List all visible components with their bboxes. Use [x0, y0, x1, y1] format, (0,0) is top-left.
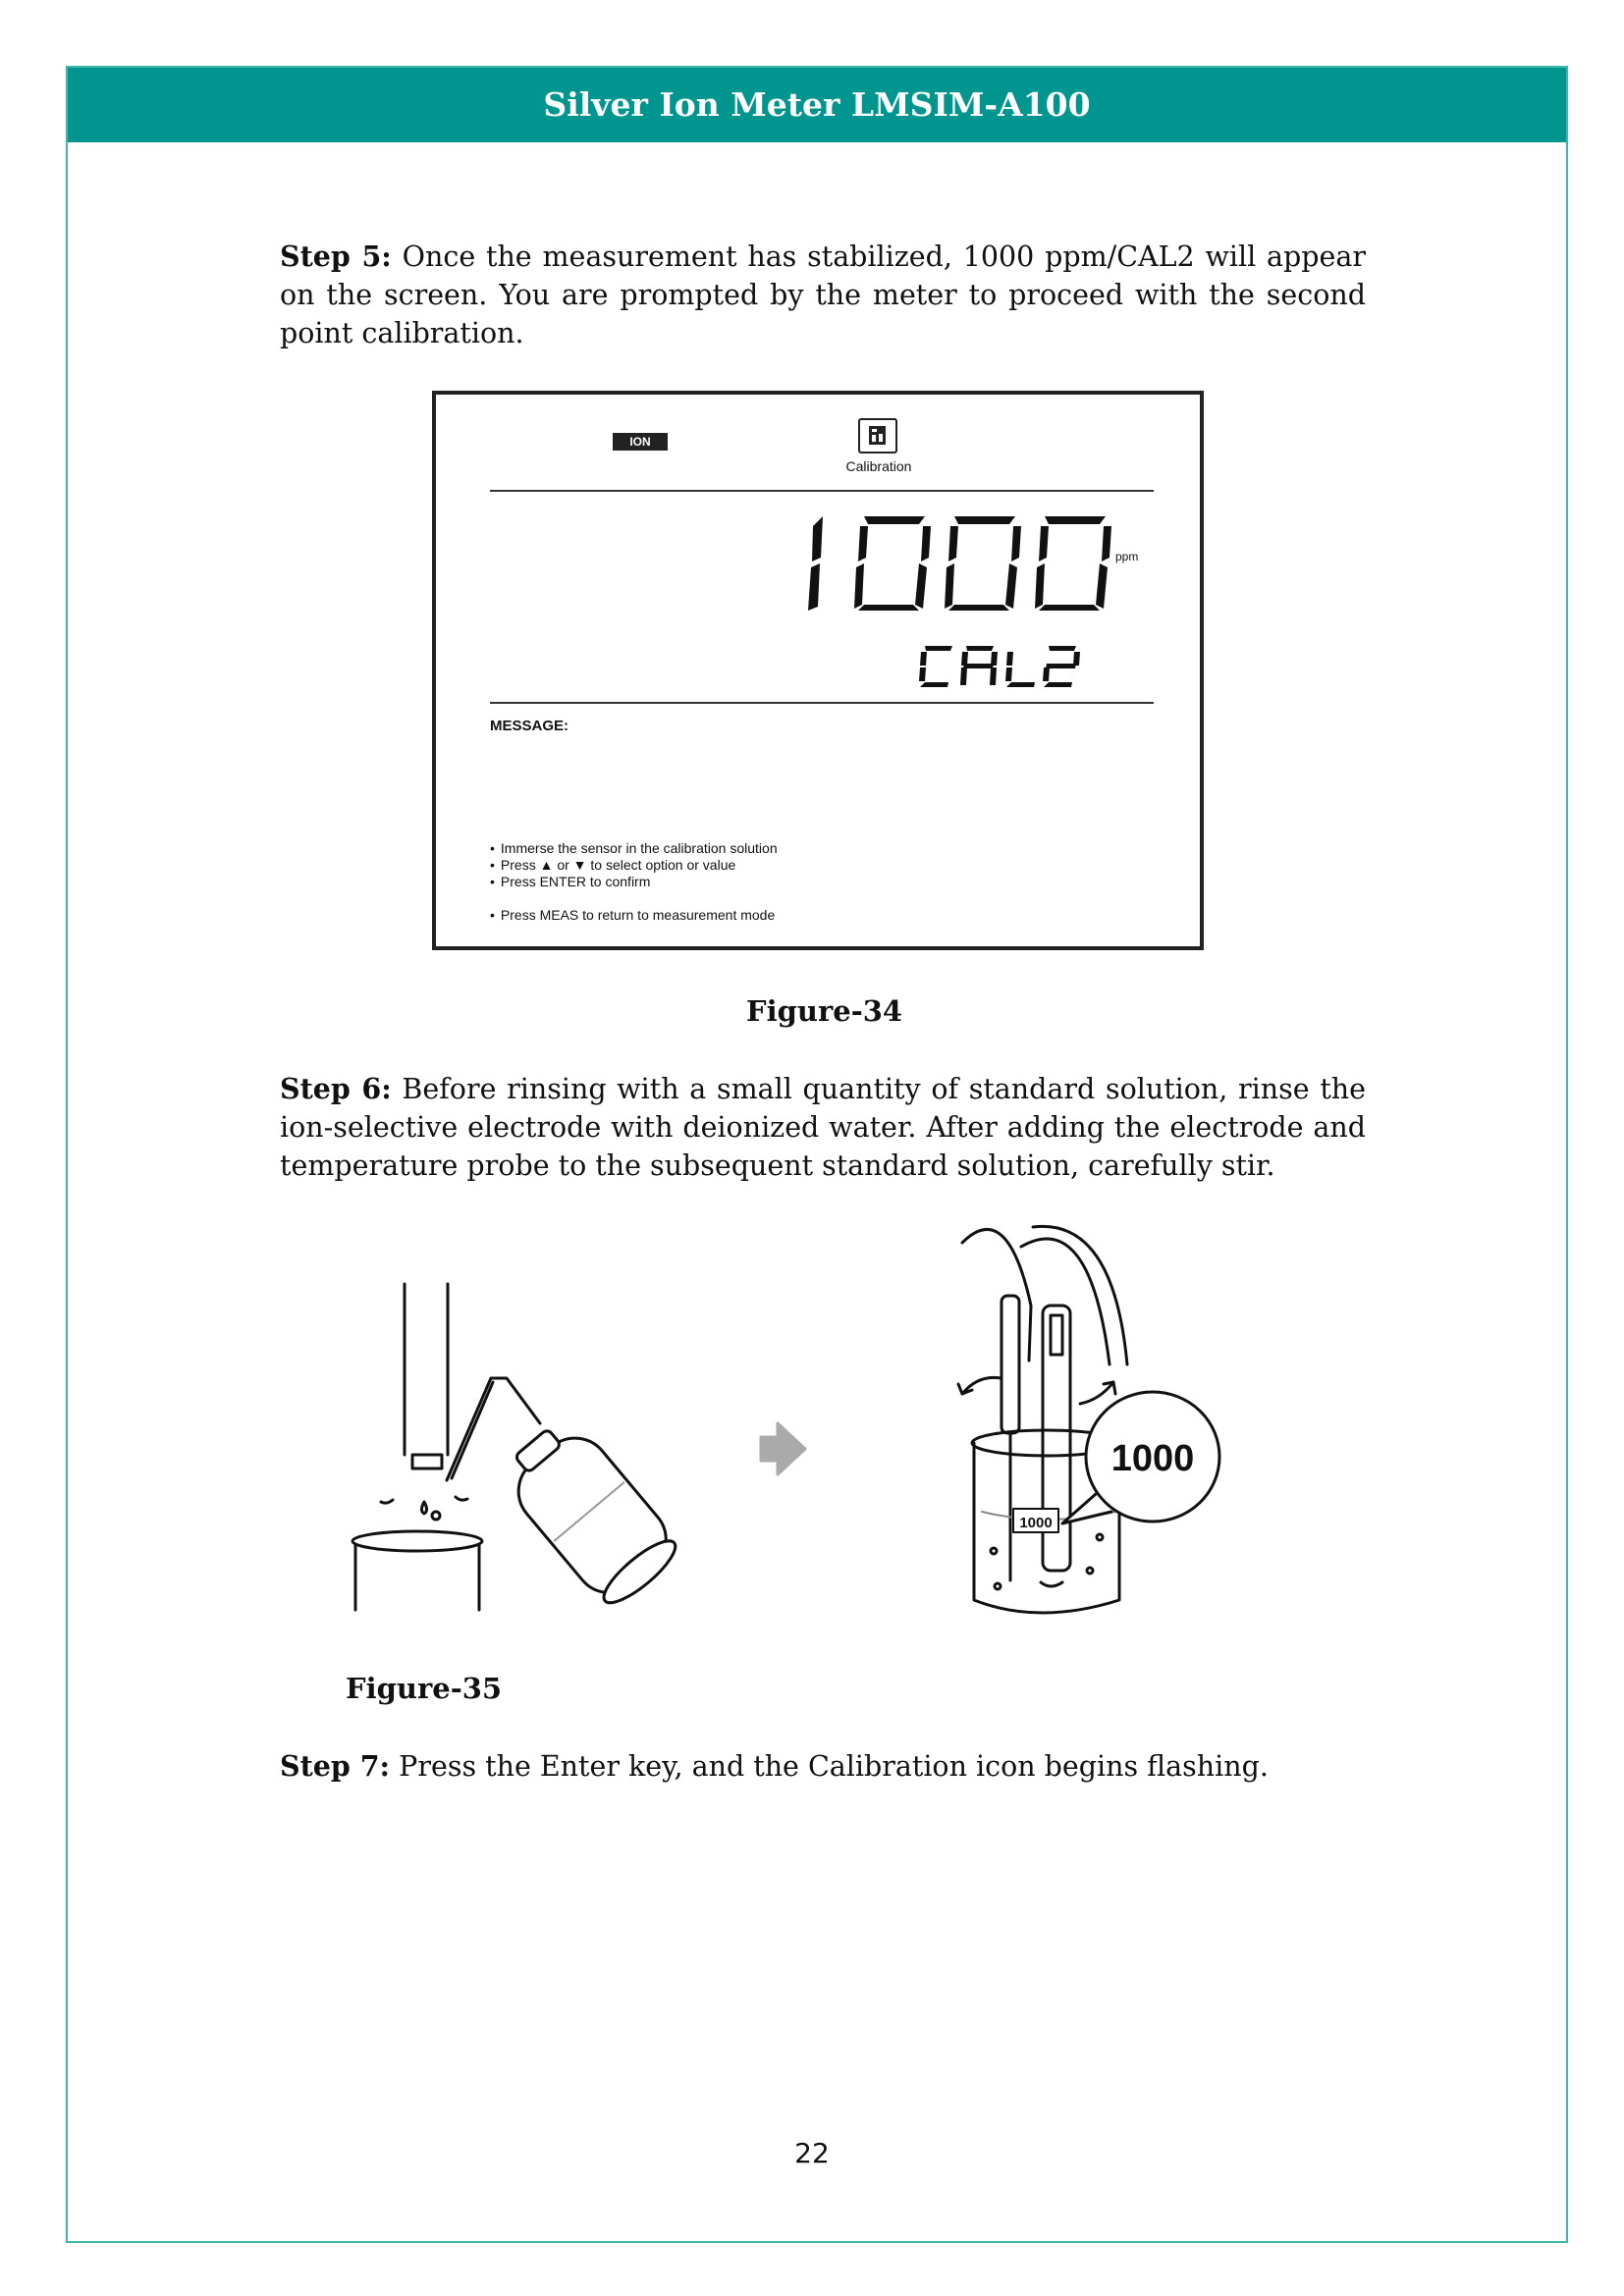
ion-mode-badge: ION — [613, 433, 668, 451]
step-5-paragraph — [280, 238, 1366, 352]
step-6-text: Before rinsing with a small quantity of standard solution, rinse the ion-selective electrode with deionized water. After adding the electrode and temperature probe to the subsequent standard solution, carefully stir. — [280, 1073, 1366, 1182]
figure-34-caption: Figure-34 — [746, 994, 903, 1028]
beaker-label-reading: 1000 — [1019, 1515, 1053, 1531]
lcd-display-figure — [432, 391, 1204, 950]
step-6-label: Step 6: — [280, 1072, 392, 1105]
temperature-probe — [1001, 1296, 1019, 1433]
step-5-text: Once the measurement has stabilized, 1000 ppm/CAL2 will appear on the screen. You are prompted by the meter to proceed with the second point calibration. — [280, 240, 1366, 349]
message-item: • Press MEAS to return to measurement mode — [490, 907, 775, 923]
arrow-right-icon — [761, 1423, 805, 1474]
step-7-label: Step 7: — [280, 1749, 391, 1783]
step-6-paragraph — [280, 1070, 1366, 1185]
calibration-label: Calibration — [845, 458, 912, 474]
lcd-divider-top — [490, 490, 1154, 492]
message-title: MESSAGE: — [490, 718, 569, 734]
step-7-paragraph — [280, 1747, 1366, 1786]
step-5-label: Step 5: — [280, 240, 392, 273]
rinse-beaker — [355, 1543, 479, 1610]
step-7-text: Press the Enter key, and the Calibration icon begins flashing. — [390, 1750, 1269, 1783]
lcd-divider-bottom — [490, 702, 1154, 704]
main-reading-digits — [799, 512, 1113, 615]
page-header: Silver Ion Meter LMSIM-A100 — [68, 68, 1566, 142]
message-item: • Press ENTER to confirm — [490, 874, 650, 889]
bubble-reading: 1000 — [1110, 1438, 1195, 1479]
unit-label: ppm — [1115, 550, 1139, 563]
message-item: • Immerse the sensor in the calibration solution — [490, 840, 778, 856]
page-number: 22 — [794, 2137, 830, 2169]
wash-bottle-icon — [494, 1411, 686, 1614]
message-item: • Press ▲ or ▼ to select option or value — [490, 857, 735, 873]
sub-reading-digits — [917, 642, 1084, 691]
calibration-icon — [858, 418, 897, 454]
figure-35-caption: Figure-35 — [346, 1672, 503, 1705]
figure-35-illustration — [334, 1217, 1237, 1639]
